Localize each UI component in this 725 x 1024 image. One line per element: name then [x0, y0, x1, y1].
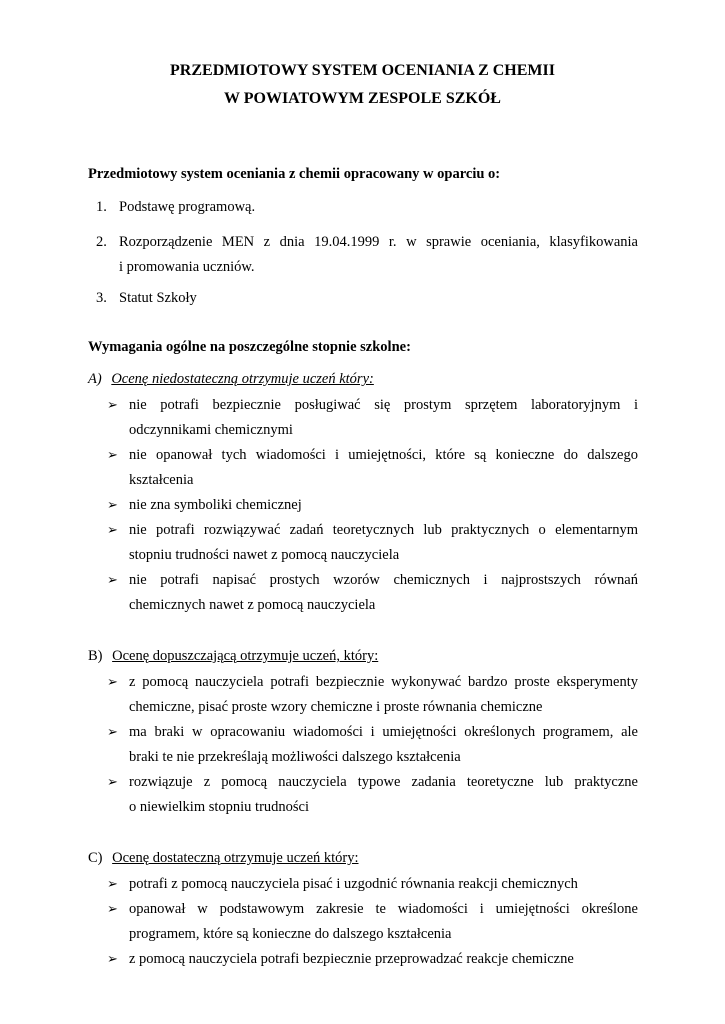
list-item: [119, 230, 638, 280]
list-item-line: rozwiązuje z pomocą nauczyciela typowe zadania teoretyczne lub praktyczne: [129, 774, 638, 790]
arrow-bullet-icon: ➢: [107, 675, 118, 690]
document-title-line1: PRZEDMIOTOWY SYSTEM OCENIANIA Z CHEMII: [170, 62, 555, 79]
arrow-bullet-icon: ➢: [107, 523, 118, 538]
arrow-bullet-icon: ➢: [107, 725, 118, 740]
section-label: C): [88, 850, 103, 866]
section-a-heading: [88, 371, 374, 388]
list-item: [129, 897, 638, 947]
arrow-bullet-icon: ➢: [107, 902, 118, 917]
document-title-line2: W POWIATOWYM ZESPOLE SZKÓŁ: [224, 90, 501, 107]
list-item-line: kształcenia: [129, 472, 194, 488]
arrow-bullet-icon: ➢: [107, 498, 118, 513]
list-item-line: opanował w podstawowym zakresie te wiadomości i umiejętności określone: [129, 901, 638, 917]
requirements-heading: Wymagania ogólne na poszczególne stopnie szkolne:: [88, 339, 411, 355]
list-item-line: Podstawę programową.: [119, 199, 256, 215]
list-number: 1.: [96, 199, 107, 215]
list-item-line: ma braki w opracowaniu wiadomości i umiejętności określonych programem, ale: [129, 724, 638, 740]
list-item-line: nie opanował tych wiadomości i umiejętności, które są konieczne do dalszego: [129, 447, 638, 463]
list-item-line: nie potrafi napisać prostych wzorów chemicznych i najprostszych równań: [129, 572, 638, 588]
list-item-line: chemiczne, pisać proste wzory chemiczne i proste równania chemiczne: [129, 699, 543, 715]
list-item: [129, 568, 638, 618]
list-item-line: o niewielkim stopniu trudności: [129, 799, 310, 815]
section-b-heading: [88, 648, 378, 665]
list-item-line: Rozporządzenie MEN z dnia 19.04.1999 r. w sprawie oceniania, klasyfikowania: [119, 234, 638, 250]
list-item-line: z pomocą nauczyciela potrafi bezpiecznie wykonywać bardzo proste eksperymenty: [129, 674, 638, 690]
list-item: [129, 770, 638, 820]
list-item-line: nie potrafi bezpiecznie posługiwać się prostym sprzętem laboratoryjnym i: [129, 397, 638, 413]
section-title: Ocenę dostateczną otrzymuje uczeń który:: [112, 850, 359, 866]
list-item: [129, 393, 638, 443]
list-item-line: i promowania uczniów.: [119, 259, 255, 275]
section-title: Ocenę dopuszczającą otrzymuje uczeń, który:: [112, 648, 379, 664]
section-title: Ocenę niedostateczną otrzymuje uczeń który:: [111, 371, 374, 387]
arrow-bullet-icon: ➢: [107, 398, 118, 413]
arrow-bullet-icon: ➢: [107, 448, 118, 463]
list-item-line: z pomocą nauczyciela potrafi bezpiecznie przeprowadzać reakcje chemiczne: [129, 951, 574, 967]
list-item-line: programem, które są konieczne do dalszego kształcenia: [129, 926, 452, 942]
list-item: [129, 872, 638, 897]
section-label: B): [88, 648, 103, 664]
arrow-bullet-icon: ➢: [107, 952, 118, 967]
list-item-line: Statut Szkoły: [119, 290, 197, 306]
list-item-line: nie potrafi rozwiązywać zadań teoretycznych lub praktycznych o elementarnym: [129, 522, 638, 538]
list-item: [129, 443, 638, 493]
list-item: [119, 286, 638, 311]
list-number: 2.: [96, 234, 107, 250]
list-item: [129, 720, 638, 770]
basis-heading: Przedmiotowy system oceniania z chemii opracowany w oparciu o:: [88, 166, 501, 182]
arrow-bullet-icon: ➢: [107, 877, 118, 892]
list-item-line: potrafi z pomocą nauczyciela pisać i uzgodnić równania reakcji chemicznych: [129, 876, 578, 892]
list-item: [129, 947, 638, 972]
list-item: [129, 670, 638, 720]
arrow-bullet-icon: ➢: [107, 573, 118, 588]
arrow-bullet-icon: ➢: [107, 775, 118, 790]
list-item: [129, 493, 638, 518]
list-item-line: chemicznych nawet z pomocą nauczyciela: [129, 597, 376, 613]
section-c-heading: [88, 850, 359, 867]
list-item-line: odczynnikami chemicznymi: [129, 422, 293, 438]
section-label: A): [88, 371, 102, 387]
list-item-line: stopniu trudności nawet z pomocą nauczyciela: [129, 547, 400, 563]
list-item-line: nie zna symboliki chemicznej: [129, 497, 302, 513]
list-item-line: braki te nie przekreślają możliwości dalszego kształcenia: [129, 749, 461, 765]
list-number: 3.: [96, 290, 107, 306]
list-item: [129, 518, 638, 568]
list-item: [119, 195, 638, 220]
